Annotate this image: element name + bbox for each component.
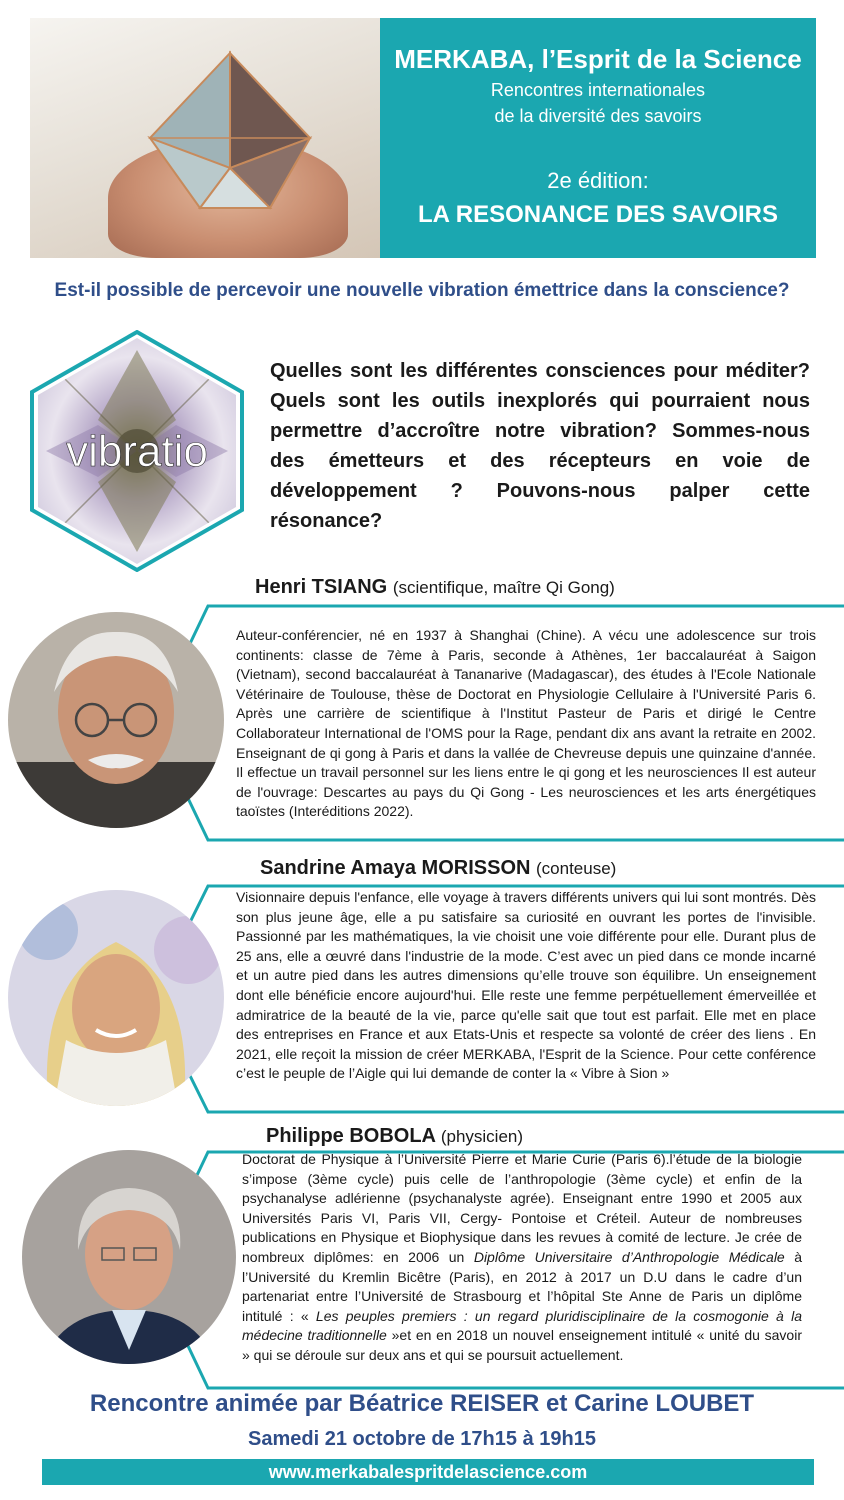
host-line: Rencontre animée par Béatrice REISER et Carine LOUBET: [89, 1390, 755, 1417]
event-subtitle-line1: Rencontres internationales: [490, 80, 706, 100]
event-title: MERKABA, l’Esprit de la Science: [394, 44, 802, 74]
hero-image: [30, 18, 380, 258]
intro-text: Quelles sont les différentes consciences pour méditer? Quels sont les outils inexplorés qui pourraient nous permettre d’accroître notre vibration? Sommes-nous des émetteurs et des récepteurs en voie de développement ? Pouvons-nous palper cette résonance?: [270, 360, 810, 532]
speaker-role: (physicien): [440, 1127, 524, 1146]
speaker-heading-2: [260, 857, 616, 880]
speaker-name: Philippe BOBOLA: [266, 1125, 436, 1147]
speaker-role: (conteuse): [536, 859, 617, 878]
speaker-bio-1: Auteur-conférencier, né en 1937 à Shanghai (Chine). A vécu une adolescence sur trois continents: classe de 7ème à Paris, seconde à Athènes, 1er baccalauréat à Saigon (Vietnam), second baccalauréat à Tananarive (Madagascar), des études à l'Ecole Nationale Vétérinaire de Toulouse, thèse de Doctorat en Physiologie Cellulaire à l'Université Paris 6. Après une carrière de scientifique à l'Institut Pasteur de Paris et dirigé le Centre Collaborateur International de l'OMS pour la Rage, pendant dix ans avant la retraite en 2002. Enseignant de qi gong à Paris et dans la vallée de Chevreuse depuis une quinzaine d'année. Il effectue un travail personnel sur les liens entre le qi gong et les neurosciences Il est auteur de l'ouvrage: Descartes au pays du Qi Gong - Les neurosciences et les arts énergétiques taoïstes (Interéditions 2022).: [236, 627, 816, 820]
edition-theme: LA RESONANCE DES SAVOIRS: [417, 201, 779, 228]
speaker-heading-3: [266, 1125, 523, 1148]
speaker-bio-2: Visionnaire depuis l'enfance, elle voyage à travers différents univers qui lui sont montrés. Dès son plus jeune âge, elle a pu satisfaire sa curiosité en ouvrant les portes de l'invisible. Passionné par les mathématiques, la vie choisit une voie différente pour elle. Durant plus de 25 ans, elle a œuvré dans l'industrie de la mode. C’est avec un pied dans ce monde incarné et un autre pied dans les autres dimensions qu’elle trouve son équilibre. Un enseignement dont elle bénéficie encore aujourd'hui. Elle reste une femme perpétuellement émerveillée et admiratrice de la beauté de la vie, parce qu'elle sait que tout est parfait. Elle met en place des entreprises en France et aux Etats-Unis et respecte sa volonté de créer des liens . En 2021, elle reçoit la mission de créer MERKABA, l'Esprit de la Science. Pour cette conférence c’est le peuple de l’Aigle qui lui demande de conter la « Vibre à Sion »: [236, 889, 816, 1082]
vibratio-hexagon-image: [26, 330, 248, 572]
event-date: Samedi 21 octobre de 17h15 à 19h15: [248, 1428, 596, 1450]
speaker-heading-1: [255, 576, 615, 599]
header-text: [380, 18, 816, 258]
website-link[interactable]: www.merkabalespritdelascience.com: [268, 1462, 588, 1482]
portrait-sandrine-morisson: [8, 890, 224, 1106]
website-bar: [42, 1459, 814, 1485]
portrait-henri-tsiang: [8, 612, 224, 828]
edition-label: 2e édition:: [547, 168, 649, 193]
speaker-name: Henri TSIANG: [255, 576, 388, 598]
hex-label: vibratio: [66, 427, 208, 476]
speaker-bio-3: Doctorat de Physique à l’Université Pierre et Marie Curie (Paris 6).l’étude de la biologie s’impose (3ème cycle) puis celle de l’anthropologie (3ème cycle) et enfin de la psychanalyse adlérienne (psychanalyste agrée). Enseignant entre 1990 et 2005 aux Universités Paris VI, Paris VII, Cergy- Pontoise et Créteil. Auteur de nombreuses publications en Physique et Biophysique dans les revues à comité de lecture. Je crée de nombreux diplômes: en 2006 un Diplôme Universitaire d’Anthropologie Médicale à l’Université du Kremlin Bicêtre (Paris), en 2012 à 2017 un D.U dans le cadre d’un partenariat entre l’Université de Strasbourg et l’hôpital Ste Anne de Paris un diplôme intitulé : « Les peuples premiers : un regard pluridisciplinaire de la cosmogonie à la médecine traditionnelle »et en en 2018 un nouvel enseignement intitulé « unité du savoir » qui se déroule sur deux ans et qui se poursuit actuellement.: [242, 1151, 802, 1363]
portrait-philippe-bobola: [22, 1150, 236, 1364]
speaker-role: (scientifique, maître Qi Gong): [392, 578, 615, 597]
header-banner: [30, 18, 816, 258]
merkaba-prism-image: [130, 48, 330, 218]
speaker-name: Sandrine Amaya MORISSON: [260, 857, 531, 879]
event-subtitle-line2: de la diversité des savoirs: [494, 106, 702, 126]
lead-question: Est-il possible de percevoir une nouvelle vibration émettrice dans la conscience?: [54, 280, 790, 301]
